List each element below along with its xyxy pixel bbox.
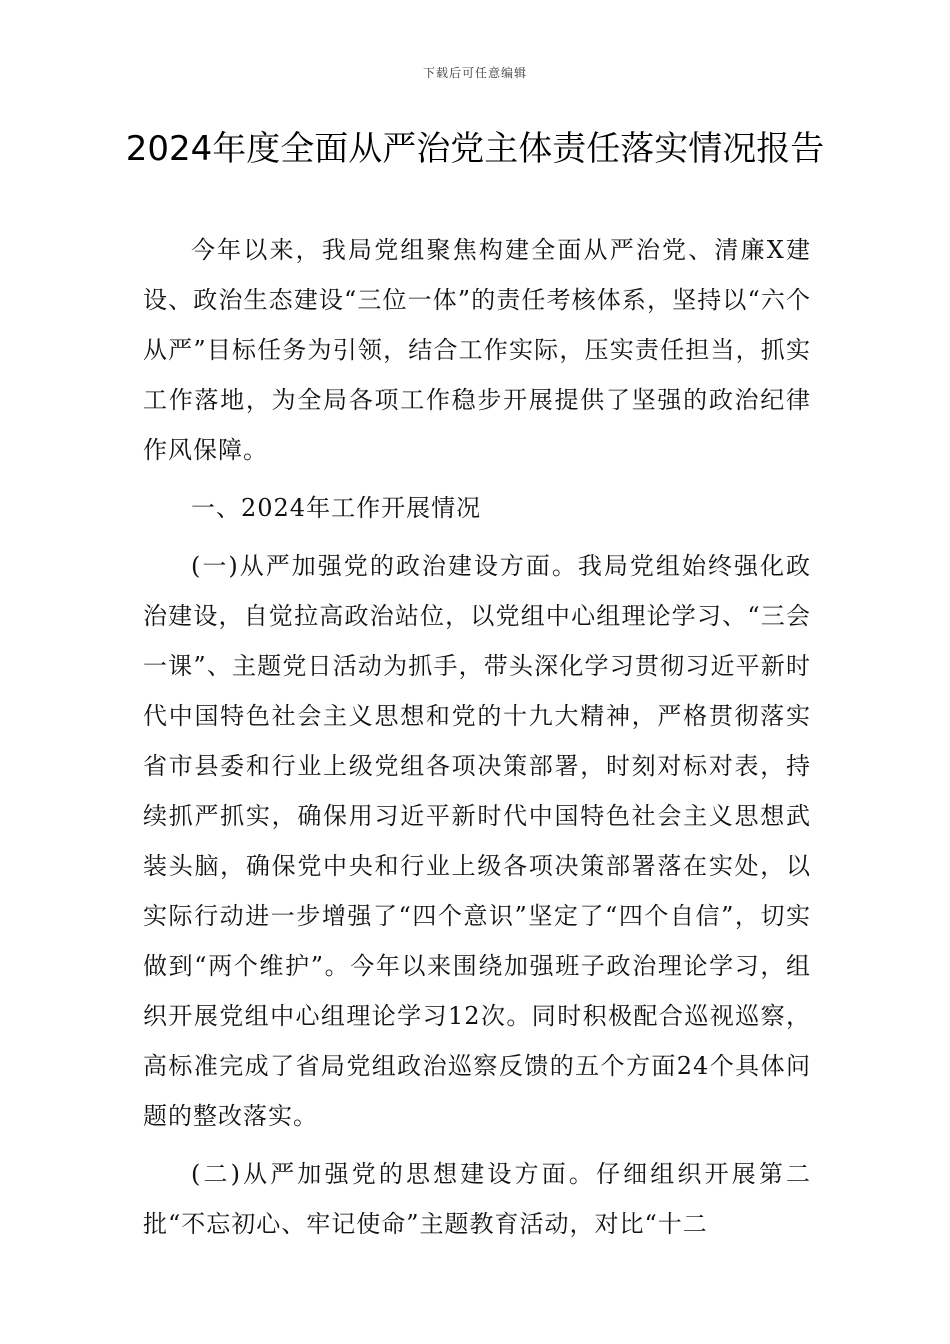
intro-paragraph: 今年以来，我局党组聚焦构建全面从严治党、清廉X建设、政治生态建设“三位一体”的责任考核体系，坚持以“六个从严”目标任务为引领，结合工作实际，压实责任担当，抓实工作落地，为全局各项工作稳步开展提供了坚强的政治纪律作风保障。 [143, 236, 811, 464]
header-note: 下载后可任意编辑 [422, 66, 527, 80]
document-title: 2024年度全面从严治党主体责任落实情况报告 [125, 129, 825, 169]
ideological-building-paragraph: (二)从严加强党的思想建设方面。仔细组织开展第二批“不忘初心、牢记使命”主题教育活动，对比“十二 [143, 1160, 811, 1238]
section-heading: 一、2024年工作开展情况 [191, 494, 482, 522]
political-building-paragraph: (一)从严加强党的政治建设方面。我局党组始终强化政治建设，自觉拉高政治站位，以党组中心组理论学习、“三会一课”、主题党日活动为抓手，带头深化学习贯彻习近平新时代中国特色社会主义思想和党的十九大精神，严格贯彻落实省市县委和行业上级党组各项决策部署，时刻对标对表，持续抓严抓实，确保用习近平新时代中国特色社会主义思想武装头脑，确保党中央和行业上级各项决策部署落在实处，以实际行动进一步增强了“四个意识”坚定了“四个自信”，切实做到“两个维护”。今年以来围绕加强班子政治理论学习，组织开展党组中心组理论学习12次。同时积极配合巡视巡察，高标准完成了省局党组政治巡察反馈的五个方面24个具体问题的整改落实。 [143, 552, 811, 1130]
document-body [143, 225, 811, 1249]
